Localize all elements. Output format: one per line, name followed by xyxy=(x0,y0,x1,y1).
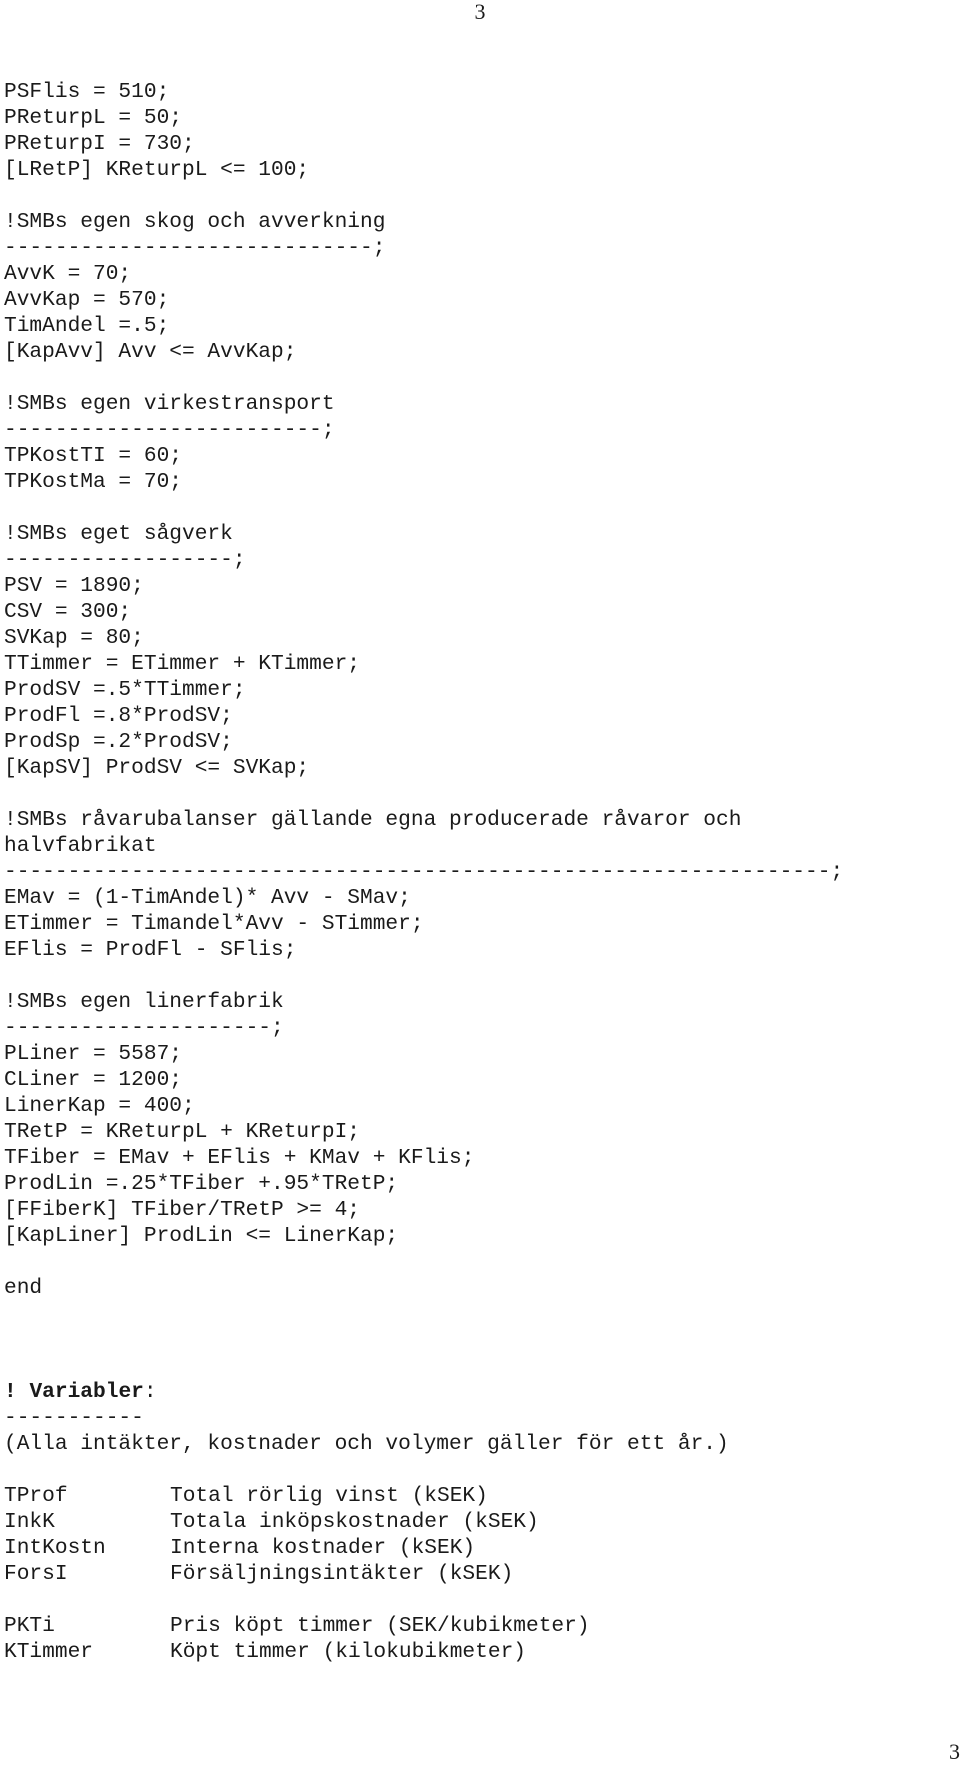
code-line: !SMBs egen linerfabrik xyxy=(4,990,284,1014)
blank-line xyxy=(4,1327,954,1353)
variable-description: Total rörlig vinst (kSEK) xyxy=(170,1484,488,1508)
code-line: ProdLin =.25*TFiber +.95*TRetP; xyxy=(4,1172,399,1196)
variable-name: InkK xyxy=(4,1510,55,1534)
code-line: ------------------; xyxy=(4,548,246,572)
variables-heading xyxy=(4,1379,954,1405)
code-line: [LRetP] KReturpL <= 100; xyxy=(4,158,310,182)
blank-line xyxy=(4,1353,954,1379)
variable-row xyxy=(4,1509,954,1535)
code-line: CLiner = 1200; xyxy=(4,1068,183,1092)
blank-line xyxy=(4,963,954,989)
code-line: halvfabrikat xyxy=(4,834,157,858)
code-line: TTimmer = ETimmer + KTimmer; xyxy=(4,652,361,676)
code-line: TRetP = KReturpL + KReturpI; xyxy=(4,1120,361,1144)
code-line: [FFiberK] TFiber/TRetP >= 4; xyxy=(4,1198,361,1222)
blank-line xyxy=(4,183,954,209)
variable-description: Pris köpt timmer (SEK/kubikmeter) xyxy=(170,1614,590,1638)
code-line: -----------------------------------------------------------------; xyxy=(4,860,844,884)
code-line: PSFlis = 510; xyxy=(4,80,170,104)
variable-row xyxy=(4,1561,954,1587)
variables-bang: ! xyxy=(4,1380,30,1404)
blank-line xyxy=(4,1249,954,1275)
code-line: PLiner = 5587; xyxy=(4,1042,183,1066)
variables-underline: ----------- xyxy=(4,1406,144,1430)
code-line: ETimmer = Timandel*Avv - STimmer; xyxy=(4,912,424,936)
code-line: !SMBs egen skog och avverkning xyxy=(4,210,386,234)
code-line: TPKostMa = 70; xyxy=(4,470,183,494)
code-line: ProdFl =.8*ProdSV; xyxy=(4,704,233,728)
variable-name: KTimmer xyxy=(4,1640,94,1664)
code-line: ProdSp =.2*ProdSV; xyxy=(4,730,233,754)
variable-row xyxy=(4,1639,954,1665)
code-line: [KapSV] ProdSV <= SVKap; xyxy=(4,756,310,780)
page-number-top: 3 xyxy=(474,0,486,24)
code-line: -----------------------------; xyxy=(4,236,386,260)
code-line: -------------------------; xyxy=(4,418,335,442)
code-line: !SMBs eget sågverk xyxy=(4,522,233,546)
code-line: AvvKap = 570; xyxy=(4,288,170,312)
blank-line xyxy=(4,1457,954,1483)
code-line: !SMBs råvarubalanser gällande egna producerade råvaror och xyxy=(4,808,742,832)
code-line: CSV = 300; xyxy=(4,600,132,624)
variables-colon: : xyxy=(143,1380,157,1404)
code-line: [KapAvv] Avv <= AvvKap; xyxy=(4,340,297,364)
variable-row xyxy=(4,1613,954,1639)
variable-name: PKTi xyxy=(4,1614,55,1638)
code-line: TPKostTI = 60; xyxy=(4,444,183,468)
variable-description: Totala inköpskostnader (kSEK) xyxy=(170,1510,539,1534)
code-line: EFlis = ProdFl - SFlis; xyxy=(4,938,297,962)
code-line: !SMBs egen virkestransport xyxy=(4,392,335,416)
model-code xyxy=(4,79,954,1665)
variable-description: Interna kostnader (kSEK) xyxy=(170,1536,476,1560)
code-line: end xyxy=(4,1276,43,1300)
variable-row xyxy=(4,1535,954,1561)
code-line: PReturpL = 50; xyxy=(4,106,183,130)
code-line: EMav = (1-TimAndel)* Avv - SMav; xyxy=(4,886,411,910)
code-line: PSV = 1890; xyxy=(4,574,144,598)
variable-name: IntKostn xyxy=(4,1536,106,1560)
page-number-bottom: 3 xyxy=(949,1739,960,1764)
variable-description: Försäljningsintäkter (kSEK) xyxy=(170,1562,514,1586)
code-line: SVKap = 80; xyxy=(4,626,144,650)
variable-description: Köpt timmer (kilokubikmeter) xyxy=(170,1640,527,1664)
variable-row xyxy=(4,1483,954,1509)
blank-line xyxy=(4,1301,954,1327)
code-line: [KapLiner] ProdLin <= LinerKap; xyxy=(4,1224,399,1248)
code-line: LinerKap = 400; xyxy=(4,1094,195,1118)
variables-note: (Alla intäkter, kostnader och volymer gäller för ett år.) xyxy=(4,1432,729,1456)
variables-title: Variabler xyxy=(29,1380,144,1404)
blank-line xyxy=(4,781,954,807)
code-line: ---------------------; xyxy=(4,1016,284,1040)
code-line: TimAndel =.5; xyxy=(4,314,170,338)
blank-line xyxy=(4,495,954,521)
code-line: PReturpI = 730; xyxy=(4,132,195,156)
blank-line xyxy=(4,365,954,391)
code-line: AvvK = 70; xyxy=(4,262,132,286)
code-line: TFiber = EMav + EFlis + KMav + KFlis; xyxy=(4,1146,475,1170)
variable-name: TProf xyxy=(4,1484,68,1508)
blank-line xyxy=(4,1587,954,1613)
code-line: ProdSV =.5*TTimmer; xyxy=(4,678,246,702)
variable-name: ForsI xyxy=(4,1562,68,1586)
